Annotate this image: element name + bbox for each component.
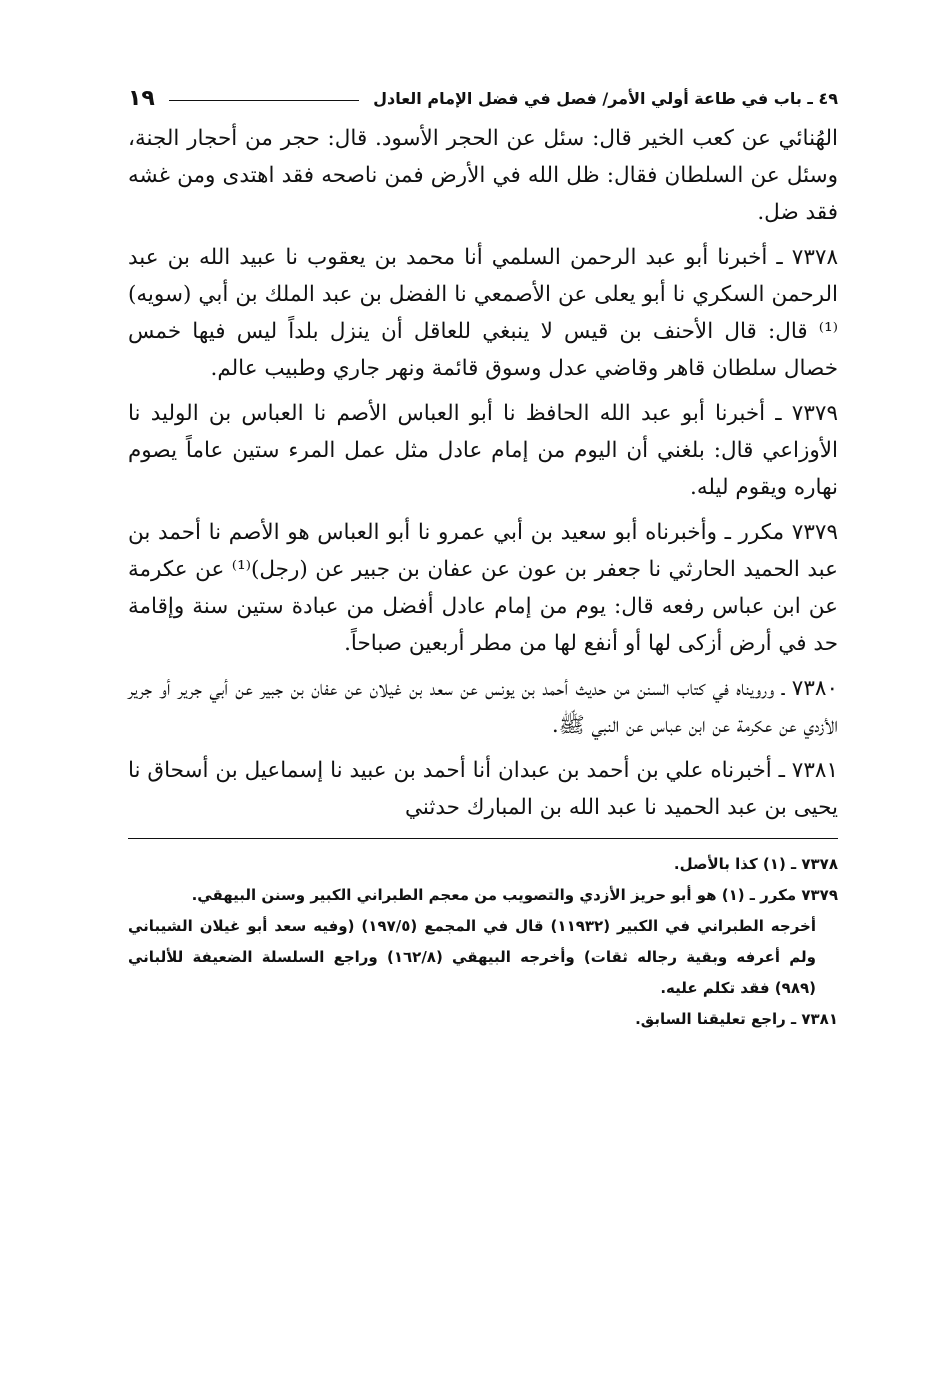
paragraph-continuation: الهُنائي عن كعب الخير قال: سئل عن الحجر الأسود. قال: حجر من أحجار الجنة، وسئل عن السلطان فقال: ظل الله في الأرض فمن ناصحه فقد اهتدى ومن غشه فقد ضل. bbox=[128, 126, 838, 225]
hadith-7378: ٧٣٧٨ ـ أخبرنا أبو عبد الرحمن السلمي أنا محمد بن يعقوب نا عبيد الله بن عبد الرحمن السكري نا أبو يعلى عن الأصمعي نا الفضل بن عبد الملك بن أبي (سويه)⁽¹⁾ قال: قال الأحنف بن قيس لا ينبغي للعاقل أن ينزل بلداً ليس فيها خمس خصال سلطان قاهر وقاضي عدل وسوق قائمة ونهر جاري وطبيب عالم. bbox=[128, 245, 838, 381]
hadith-7380: ٧٣٨٠ ـ ورويناه في كتاب السنن من حديث أحمد بن يونس عن سعد بن غيلان عن عفان بن جبير عن أبي جرير أو جرير الأزدي عن عكرمة عن ابن عباس عن النبي ﷺ. bbox=[128, 676, 838, 738]
footnote-7379-repeat: ٧٣٧٩ مكرر ـ (١) هو أبو حريز الأزدي والتصويب من معجم الطبراني الكبير وسنن البيهقي. bbox=[191, 886, 838, 904]
hadith-7379: ٧٣٧٩ ـ أخبرنا أبو عبد الله الحافظ نا أبو العباس الأصم نا العباس بن الوليد نا الأوزاعي قال: بلغني أن اليوم من إمام عادل مثل عمل المرء ستين عاماً يصوم نهاره ويقوم ليله. bbox=[128, 401, 838, 500]
hadith-7379-repeat: ٧٣٧٩ مكرر ـ وأخبرناه أبو سعيد بن أبي عمرو نا أبو العباس هو الأصم نا أحمد بن عبد الحميد الحارثي نا جعفر بن عون عن عفان بن جبير عن (رجل)⁽¹⁾ عن عكرمة عن ابن عباس رفعه قال: يوم من إمام عادل أفضل من عبادة ستين سنة وإقامة حد في أرض أزكى لها أو أنفع لها من مطر أربعين صباحاً. bbox=[128, 520, 838, 656]
main-text bbox=[128, 120, 838, 826]
chapter-title: ٤٩ ـ باب في طاعة أولي الأمر/ فصل في فضل الإمام العادل bbox=[373, 88, 838, 108]
header-rule bbox=[169, 100, 359, 101]
footnotes bbox=[128, 849, 838, 1035]
page-number: ١٩ bbox=[128, 85, 155, 111]
book-page bbox=[128, 78, 838, 1035]
footnote-7378: ٧٣٧٨ ـ (١) كذا بالأصل. bbox=[673, 855, 838, 873]
footnote-7379-sources: أخرجه الطبراني في الكبير (١١٩٣٢) قال في المجمع (١٩٧/٥) (وفيه سعد أبو غيلان الشيباني ولم أعرفه وبقية رجاله ثقات) وأخرجه البيهقي (١٦٢/٨) وراجع السلسلة الضعيفة للألباني (٩٨٩) فقد تكلم عليه. bbox=[128, 917, 816, 997]
hadith-7381: ٧٣٨١ ـ أخبرناه علي بن أحمد بن عبدان أنا أحمد بن عبيد نا إسماعيل بن أسحاق نا يحيى بن عبد الحميد نا عبد الله بن المبارك حدثني bbox=[128, 758, 838, 820]
footnote-7381: ٧٣٨١ ـ راجع تعليقنا السابق. bbox=[635, 1010, 838, 1028]
footnote-separator bbox=[128, 838, 838, 839]
running-header bbox=[128, 78, 838, 118]
